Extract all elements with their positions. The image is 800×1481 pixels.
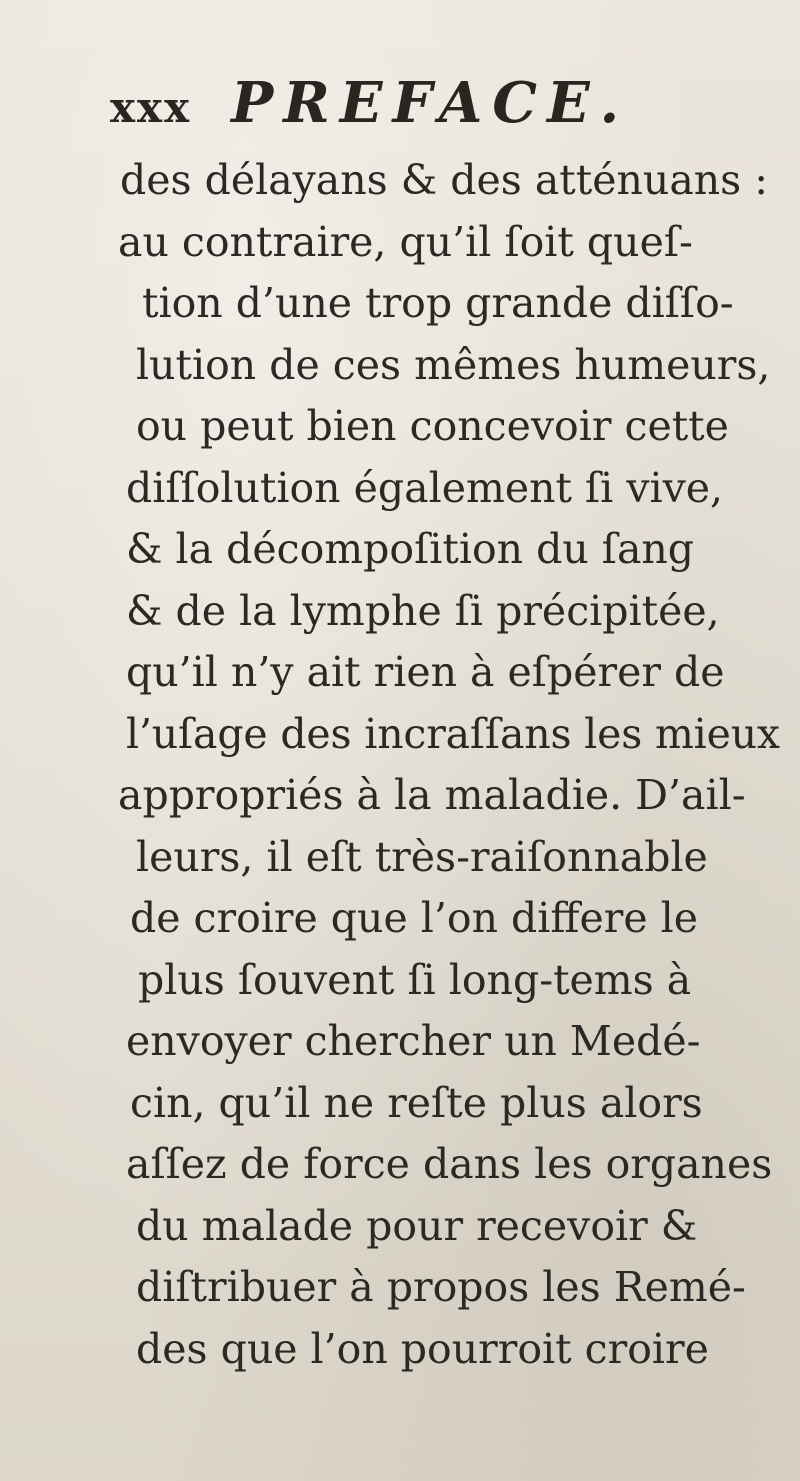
text-line: des délayans & des atténuans : [120,156,769,204]
text-line: appropriés à la maladie. D’ail- [118,771,746,819]
running-title: PREFACE. [231,70,630,136]
text-line: plus ſouvent ſi long-tems à [138,955,692,1004]
text-line: cin, qu’il ne reſte plus alors [130,1078,703,1127]
text-line: du malade pour recevoir & [136,1201,698,1250]
page-header [110,70,629,140]
text-line: ou peut bien concevoir cette [136,402,729,450]
text-line: leurs, il eſt très-raiſonnable [136,832,708,881]
text-line: diſtribuer à propos les Remé- [136,1263,746,1311]
text-line: au contraire, qu’il ſoit queſ- [118,217,693,266]
text-line: & la décompoſition du ſang [126,525,695,573]
text-line: & de la lymphe ſi précipitée, [126,586,720,635]
text-line: lution de ces mêmes humeurs, [136,340,771,389]
text-line: aſſez de force dans les organes [126,1140,773,1188]
text-line: diſſolution également ſi vive, [126,463,724,512]
text-line: qu’il n’y ait rien à eſpérer de [126,648,725,696]
text-line: l’uſage des incraſſans les mieux [126,709,780,758]
text-line: de croire que l’on differe le [130,894,699,942]
body-text [100,150,800,1380]
text-line: des que l’on pourroit croire [136,1324,709,1373]
text-line: envoyer chercher un Medé- [126,1017,701,1065]
text-line: tion d’une trop grande diſſo- [142,279,734,327]
page-number: xxx [110,83,192,132]
